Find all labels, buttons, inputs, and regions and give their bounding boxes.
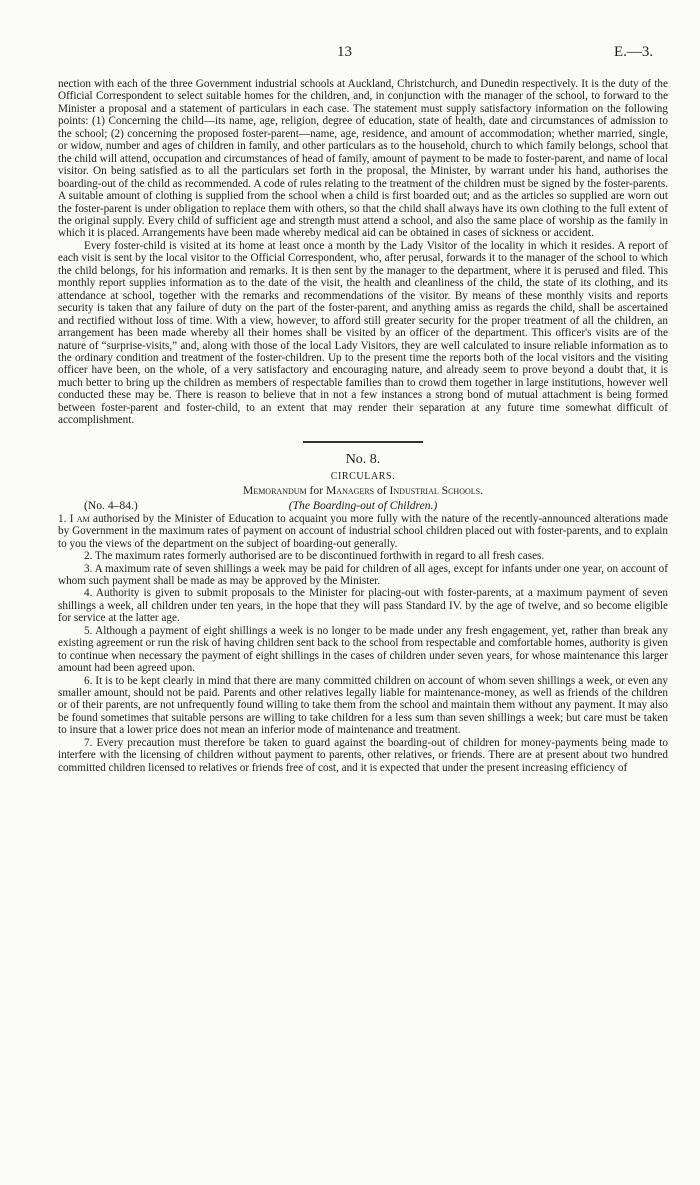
- page-header: [0, 44, 700, 64]
- intro-paragraph-1: nection with each of the three Government industrial schools at Auckland, Christchurch, and Dunedin respectively. It is the duty of the Official Correspondent to select suitable homes for the children, and, in conjunction with the manager of the school, to forward to the Minister a proposal and a statement of particulars in each case. The statement must supply satisfactory information on the following points: (1) Concerning the child—its name, age, religion, degree of education, state of health, date and circumstances of admission to the school; (2) concerning the proposed foster-parent—name, age, residence, and amount of accommodation; whether married, single, or widow, number and ages of children in family, and other particulars as to the household, church to which family belongs, school that the child will attend, occupation and circumstances of head of family, amount of payment to be made to foster-parent, and name of local visitor. On being satisfied as to all the particulars set forth in the proposal, the Minister, by warrant under his hand, authorises the boarding-out of the child as recommended. A code of rules relating to the treatment of the children must be signed by the foster-parents. A suitable amount of clothing is supplied from the school when a child is first boarded out; and as the articles so supplied are worn out the foster-parent is under obligation to replace them with others, so that the child shall always have its own clothing to the full extent of the original supply. Every child of sufficient age and strength must attend a school, and also the same place of worship as the family in which it is placed. Arrangements have been made whereby medical aid can be obtained in cases of sickness or accident.: [58, 78, 668, 240]
- section-heading: CIRCULARS.: [330, 470, 396, 482]
- document-reference: E.—3.: [614, 44, 654, 60]
- section-number: No. 8.: [345, 451, 381, 467]
- circular-item-7: 7. Every precaution must therefore be taken to guard against the boarding-out of children for money-payments being made to interfere with the licensing of children without payment to parents, other relatives, or friends. There are at present about two hundred committed children licensed to relatives or friends free of cost, and it is expected that under the present increasing efficiency of: [58, 736, 668, 774]
- circular-item-3: 3. A maximum rate of seven shillings a week may be paid for children of all ages, except for infants under one year, on account of whom such payment shall be made as may be approved by the Minister.: [58, 562, 668, 587]
- reference-line: [58, 498, 668, 513]
- circular-item-2: 2. The maximum rates formerly authorised are to be discontinued forthwith in regard to all fresh cases.: [84, 550, 545, 563]
- circular-item-1: [58, 513, 668, 550]
- memo-of: of: [374, 483, 390, 497]
- page-body: [58, 78, 668, 774]
- memo-subtitle: (The Boarding-out of Children.): [288, 498, 438, 512]
- intro-paragraph-2: Every foster-child is visited at its home at least once a month by the Lady Visitor of the locality in which it resides. A report of each visit is sent by the local visitor to the Official Correspondent, who, after perusal, forwards it to the manager of the school to which the child belongs, for his information and remarks. It is then sent by the manager to the department, where it is perused and filed. This monthly report supplies information as to the date of the visit, the health and cleanliness of the child, the state of its clothing, and its attendance at school, together with the remarks and recommendations of the visitor. By means of these monthly visits and reports security is taken that any failure of duty on the part of the foster-parent, and anything amiss as regards the child, shall be ascertained and rectified without loss of time. With a view, however, to afford still greater security for the proper treatment of all the children, an arrangement has been made whereby all their homes shall be visited by an officer of the department. This officer's visits are of the nature of “surprise-visits,” and, along with those of the local Lady Visitors, they are well calculated to insure reliable information as to the ordinary condition and treatment of the foster-children. Up to the present time the reports both of the local visitors and the visiting officer have been, on the whole, of a very satisfactory and encouraging nature, and already seem to prove beyond a doubt that, it is much better to bring up the children as members of respectable families than to crowd them together in large institutions, however well conducted these may be. There is reason to believe that in not a few instances a strong bond of mutual attachment is being formed between foster-parent and foster-child, to an extent that may render their separation at any future time somewhat difficult of accomplishment.: [58, 239, 668, 427]
- memo-for: for: [306, 483, 326, 497]
- memo-prefix: Memorandum: [243, 483, 307, 497]
- memorandum-title: [58, 484, 668, 498]
- section-divider: [303, 441, 423, 443]
- circular-item-4: 4. Authority is given to submit proposals to the Minister for placing-out with foster-parents, at a maximum payment of seven shillings a week, all children under ten years, in the hope that they will pass Standard IV. by the age of twelve, and so become eligible for service at the latter age.: [58, 587, 668, 625]
- circular-item-5: 5. Although a payment of eight shillings a week is no longer to be made under any fresh engagement, yet, rather than break any existing agreement or run the risk of having children sent back to the school from respectable and comfortable homes, authority is given to continue when necessary the payment of eight shillings in the cases of children under seven years, for whose maintenance this larger amount had been agreed upon.: [58, 624, 668, 675]
- page-number: 13: [337, 44, 352, 60]
- circular-item-1-lead: 1. I am: [58, 512, 90, 525]
- circular-item-6: 6. It is to be kept clearly in mind that there are many committed children on account of whom seven shillings a week, or even any smaller amount, should not be paid. Parents and other relatives legally liable for maintenance-money, as well as friends of the children or of their parents, are not unfrequently found willing to take them from the school and maintain them without any payment. It may also be found sometimes that suitable persons are willing to take children for a less sum than seven shillings a week; but care must be taken to insure that a lower price does not mean an inferior mode of maintenance and treatment.: [58, 674, 668, 737]
- circular-item-1-text: authorised by the Minister of Education to acquaint you more fully with the nature of the recently-announced alterations made by Government in the maximum rates of payment on account of industrial school children placed out with foster-parents, and to explain to you the views of the department on the subject of boarding-out generally.: [58, 512, 668, 550]
- memo-schools: Industrial Schools.: [389, 483, 483, 497]
- memo-subject: Managers: [325, 483, 375, 497]
- reference-number: (No. 4–84.): [84, 498, 138, 512]
